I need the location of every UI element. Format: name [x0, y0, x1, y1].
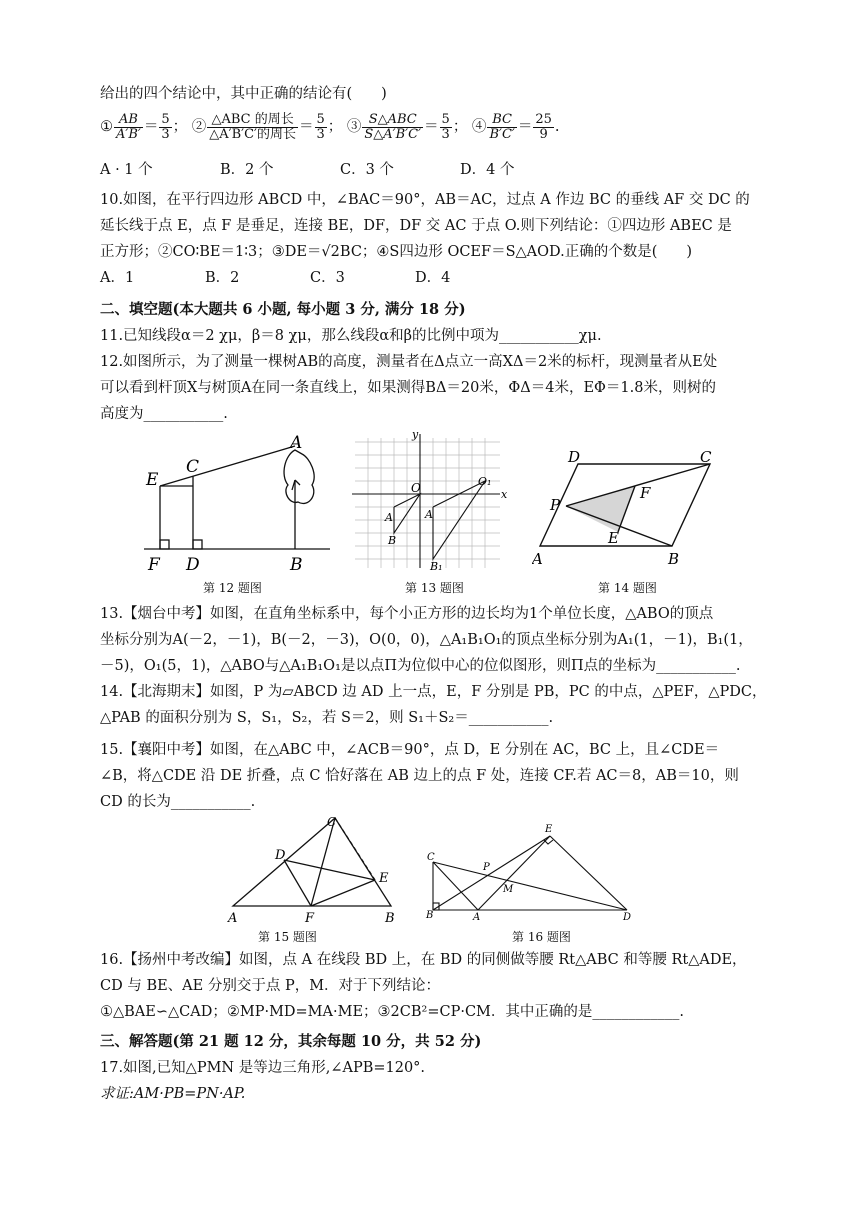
q13-line2: 坐标分别为A(－2，－1)，B(－2，－3)，O(0，0)，△A₁B₁O₁的顶点坐标分别为A₁(1，－1)，B₁(1，: [100, 632, 753, 648]
svg-text:B: B: [426, 910, 434, 921]
q10-options: A．1 B．2 C．3 D．4: [100, 270, 451, 286]
figure-13: [350, 428, 510, 576]
caption-15: 第 15 题图: [258, 930, 317, 944]
q15-line2: ∠B，将△CDE 沿 DE 折叠，点 C 恰好落在 AB 边上的点 F 处，连接 CF.若 AC＝8，AB＝10，则: [100, 768, 739, 784]
svg-text:B: B: [385, 911, 395, 924]
svg-text:B: B: [668, 550, 680, 568]
q16-line3: ①△BAE∽△CAD；②MP·MD=MA·ME；③2CB²=CP·CM．其中正确的是____________.: [100, 1004, 684, 1020]
q10-line2: 延长线于点 E，点 F 是垂足，连接 BE，DF，DF 交 AC 于点 O.则下列结论：①四边形 ABEC 是: [100, 218, 732, 234]
q9-conclusions: ① $\frac{AB}{A'B'}$ ＝ $\frac{5}{3}$ ； ② $\frac{\text{△ABC 的周长}}{\text{△A′B′C′的周长}}$ ＝ $\frac{5}{3}$ ； ③ $\frac{\text{S△ABC}}{S\triangle A'B'C'}$ ＝ $\frac{5}{3}$ ； ④ $\frac{BC}{B'C'}$ ＝ $\frac{25}{9}$ .: [100, 111, 560, 142]
svg-text:D: D: [568, 448, 581, 466]
svg-text:D: D: [275, 848, 286, 863]
svg-text:E: E: [545, 824, 553, 835]
caption-14: 第 14 题图: [598, 581, 657, 595]
q12-line2: 可以看到杆顶Χ与树顶Α在同一条直线上，如果测得ΒΔ＝20米，ΦΔ＝4米，ΕΦ＝1.8米，则树的: [100, 380, 716, 396]
svg-text:B: B: [290, 555, 303, 575]
q15-line1: 15.【襄阳中考】如图，在△ABC 中，∠ACB＝90°，点 D，E 分别在 AC，BC 上，且∠CDE＝: [100, 742, 720, 758]
q12-line1: 12.如图所示，为了测量一棵树AB的高度，测量者在Δ点立一高ΧΔ＝2米的标杆，现测量者从Ε处: [100, 354, 718, 370]
q14-line2: △PAB 的面积分别为 S，S₁，S₂，若 S＝2，则 S₁＋S₂＝___________.: [100, 710, 554, 726]
q14-line1: 14.【北海期末】如图，P 为▱ABCD 边 AD 上一点，E，F 分别是 PB，PC 的中点，△PEF，△PDC，: [100, 684, 767, 700]
svg-text:O: O: [411, 481, 421, 495]
caption-12: 第 12 题图: [203, 581, 262, 595]
q10-line3: 正方形；②CO∶BE＝1∶3；③DE＝√2BC；④S四边形 OCEF＝S△AOD.正确的个数是( ): [100, 244, 693, 260]
svg-text:E: E: [608, 529, 619, 547]
svg-text:C: C: [427, 852, 435, 863]
svg-text:P: P: [483, 862, 490, 873]
caption-13: 第 13 题图: [405, 581, 464, 595]
svg-text:F: F: [640, 484, 651, 502]
svg-text:D: D: [186, 555, 200, 575]
q17-line2: 求证:AM·PB=PN·AP.: [100, 1086, 246, 1102]
svg-text:B₁: B₁: [430, 560, 443, 573]
svg-text:A: A: [290, 433, 303, 453]
figure-15: [225, 812, 405, 924]
svg-text:A: A: [532, 550, 543, 568]
figure-12: [140, 430, 340, 575]
section-fill-in: 二、填空题(本大题共 6 小题, 每小题 3 分, 满分 18 分): [100, 301, 466, 318]
q13-line3: －5)，O₁(5，1)，△ABO与△A₁B₁O₁是以点Π为位似中心的位似图形，则Π点的坐标为___________.: [100, 658, 741, 674]
svg-text:E: E: [379, 871, 389, 886]
q10-line1: 10.如图，在平行四边形 ABCD 中，∠BAC＝90°，AB＝AC，过点 A 作边 BC 的垂线 AF 交 DC 的: [100, 192, 750, 208]
svg-text:A: A: [228, 911, 238, 924]
svg-text:C: C: [186, 457, 200, 477]
svg-text:P: P: [550, 496, 561, 514]
svg-text:F: F: [148, 555, 160, 575]
svg-text:C: C: [700, 448, 712, 466]
svg-text:B: B: [388, 534, 397, 547]
q11: 11.已知线段α＝2 χμ，β＝8 χμ，那么线段α和β的比例中项为___________χμ.: [100, 328, 602, 344]
q15-line3: CD 的长为___________.: [100, 794, 256, 810]
svg-text:y: y: [412, 428, 419, 441]
svg-text:F: F: [305, 911, 315, 924]
q17-line1: 17.如图,已知△PMN 是等边三角形,∠APB=120°.: [100, 1060, 426, 1076]
svg-text:M: M: [503, 884, 514, 895]
svg-text:A: A: [385, 511, 393, 524]
q16-line2: CD 与 BE、AE 分别交于点 P，M．对于下列结论：: [100, 978, 441, 994]
svg-text:x: x: [501, 488, 508, 501]
svg-text:O₁: O₁: [478, 475, 492, 488]
svg-text:C: C: [327, 815, 337, 829]
figure-14: [532, 448, 727, 570]
q13-line1: 13.【烟台中考】如图，在直角坐标系中，每个小正方形的边长均为1个单位长度，△ABO的顶点: [100, 606, 714, 622]
q16-line1: 16.【扬州中考改编】如图，点 A 在线段 BD 上，在 BD 的同侧做等腰 Rt△ABC 和等腰 Rt△ADE，: [100, 952, 747, 968]
figure-16: [425, 820, 640, 924]
caption-16: 第 16 题图: [512, 930, 571, 944]
svg-text:A: A: [473, 912, 481, 923]
svg-text:D: D: [623, 912, 632, 923]
q9-options: A · 1 个 B．2 个 C．3 个 D．4 个: [100, 162, 515, 178]
svg-text:E: E: [146, 470, 159, 490]
q12-line3: 高度为___________.: [100, 406, 228, 422]
q9-prompt: 给出的四个结论中，其中正确的结论有( ): [100, 86, 387, 102]
svg-text:A: A: [425, 508, 433, 521]
section-answer: 三、解答题(第 21 题 12 分，其余每题 10 分，共 52 分): [100, 1033, 482, 1050]
